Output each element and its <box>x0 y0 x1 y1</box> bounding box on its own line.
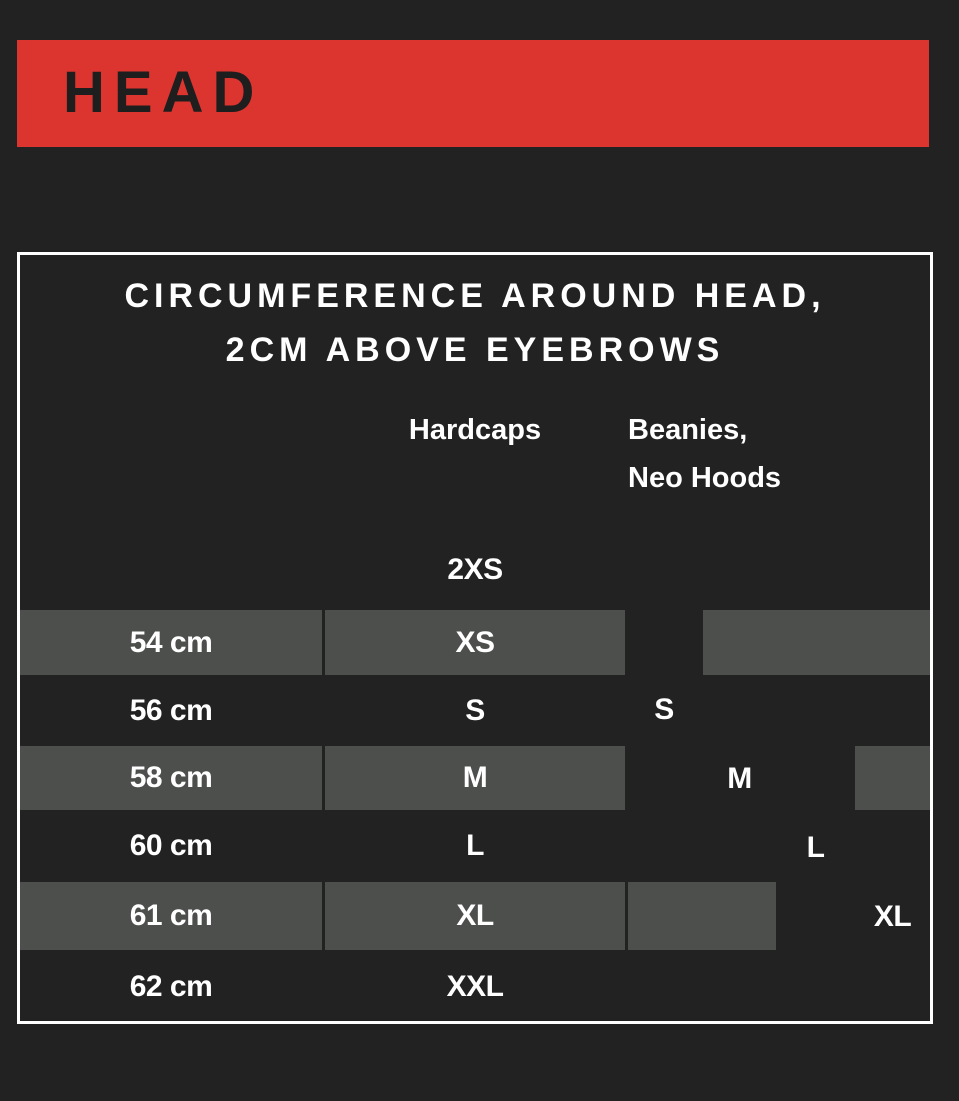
beanie-size-m <box>703 678 776 879</box>
column-header-beanies <box>628 394 930 530</box>
hardcap-size-label: XXL <box>446 969 504 1003</box>
cm-cell <box>20 678 322 743</box>
hardcap-size-label: XL <box>456 899 494 932</box>
column-header-hardcaps-label: Hardcaps <box>408 414 542 446</box>
cm-label: 56 cm <box>129 693 213 727</box>
hardcap-size-cell <box>325 610 625 675</box>
page-title: HEAD <box>63 60 264 125</box>
table-heading-line2: 2CM ABOVE EYEBROWS <box>225 331 725 369</box>
cm-cell <box>20 882 322 950</box>
beanie-size-l-label: L <box>806 831 825 864</box>
column-header-hardcaps <box>325 394 625 530</box>
beanie-size-m-label: M <box>727 761 752 795</box>
hardcap-size-label: L <box>466 829 484 862</box>
beanie-filler-cell <box>779 678 930 743</box>
hardcap-size-cell <box>325 746 625 810</box>
beanie-size-xl <box>855 813 930 1020</box>
table-heading-line1: CIRCUMFERENCE AROUND HEAD, <box>124 277 826 315</box>
table-row <box>20 533 322 607</box>
hardcap-size-cell <box>325 882 625 950</box>
hardcap-size-cell <box>325 953 625 1020</box>
beanie-size-l <box>779 746 852 950</box>
column-header-beanies-line2: Neo Hoods <box>628 462 782 494</box>
cm-label: 61 cm <box>129 899 213 932</box>
cm-cell <box>20 953 322 1020</box>
cm-label: 60 cm <box>129 829 213 862</box>
hardcap-size-label: M <box>462 761 488 794</box>
cm-cell <box>20 813 322 879</box>
beanie-filler-cell <box>628 953 852 1020</box>
cm-label: 54 cm <box>129 625 213 659</box>
beanie-filler-cell <box>628 882 776 950</box>
beanie-filler-cell <box>628 813 700 879</box>
hardcap-size-cell <box>325 533 625 607</box>
header-empty-cell <box>20 394 322 530</box>
beanie-size-s <box>628 610 700 810</box>
column-header-beanies-line1: Beanies, <box>628 414 748 446</box>
beanie-filler-cell <box>703 610 930 675</box>
cm-cell <box>20 746 322 810</box>
cm-label: 62 cm <box>129 969 213 1003</box>
cm-label: 58 cm <box>129 761 213 794</box>
hardcap-size-cell <box>325 678 625 743</box>
beanie-size-xl-label: XL <box>873 899 912 933</box>
beanie-empty-cell <box>628 533 930 607</box>
cm-cell <box>20 610 322 675</box>
hardcap-size-label: 2XS <box>447 553 503 586</box>
header-banner <box>17 40 929 147</box>
beanie-filler-cell <box>855 746 930 810</box>
hardcap-size-label: S <box>465 693 485 727</box>
hardcap-size-cell <box>325 813 625 879</box>
table-heading <box>20 255 930 391</box>
hardcap-size-label: XS <box>455 625 495 659</box>
beanie-size-s-label: S <box>654 693 674 726</box>
